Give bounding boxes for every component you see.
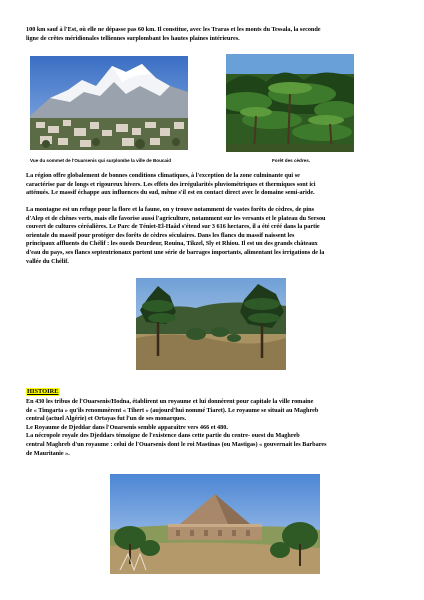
- intro-paragraph: [26, 26, 398, 43]
- text-line: d'eau du pays, ses flancs septentrionaux portent une série de barrages importants, alimentant les irrigations de la: [26, 248, 325, 256]
- text-line: La région offre globalement de bonnes conditions climatiques, à l'exception de la zone culminante qui se: [26, 172, 300, 179]
- photo-cedar-forest: [226, 54, 354, 152]
- text-line: principaux affluents du Chélif : les oueds Deurdeur, Rouina, Tikzel, Sly et Rhiou. Il est un des grands châteaux: [26, 240, 318, 248]
- text-line: orientale du massif pour protéger des forêts de cèdres séculaires. Dans les flancs du massif naissent les: [26, 231, 295, 239]
- mountain-paragraph: [26, 206, 398, 266]
- text-line: ligne de crêtes méridionales telliennes surplombant les hautes plaines intérieures.: [26, 34, 240, 42]
- text-line: de Mauritanie ».: [26, 449, 70, 457]
- text-line: Le Royaume de Djeddar dans l'Ouarsenis semble apparaître vers 466 et 480.: [26, 423, 228, 431]
- text-line: central Maghreb d'un royaume : celui de l'Ouarsenis dont le roi Mastinas (ou Mastigas) « gouvernait les Barbares: [26, 440, 327, 448]
- text-line: d'Alep et de chênes verts, mais elle favorise aussi l'agriculture, notamment sur les versants et le plateau du Sersou: [26, 214, 326, 222]
- climate-paragraph: [26, 172, 398, 198]
- photo-snowy-mountain-town: [30, 56, 188, 150]
- text-line: couvert de cultures céréalières. Le Parc de Téniet-El-Haâd s'étend sur 3 616 hectares, il a été créé dans la partie: [26, 223, 320, 231]
- text-line: La nécropole royale des Djeddars témoigne de l'existence dans cette partie du centre- ouest du Maghreb: [26, 432, 300, 440]
- photo-cedar-valley: [136, 278, 286, 370]
- text-line: 100 km sauf à l'Est, où elle ne dépasse pas 60 km. Il constitue, avec les Traras et les monts du Tessala, la seconde: [26, 26, 321, 33]
- text-line: caractérise par de longs et rigoureux hivers. Les effets des irrégularités pluviométriques et thermiques sont ici: [26, 180, 316, 188]
- text-line: En 430 les tribus de l'Ouarsenis/Hodna, établirent un royaume et lui donnèrent pour capitale la ville romaine: [26, 398, 314, 405]
- history-heading: HISTOIRE: [27, 388, 59, 395]
- caption-mountain-town: Vue du sommet de l'Ouarsenis qui surplombe la ville de Boucaid: [30, 158, 172, 163]
- text-line: de « Timgarta » qu'ils renommèrent « Tihert » (aujourd'hui nommé Tiaret). Le royaume se situait au Maghreb: [26, 406, 319, 414]
- text-line: La montagne est un refuge pour la flore et la faune, on y trouve notamment de vastes forêts de cèdres, de pins: [26, 206, 314, 213]
- text-line: vallée du Chélif.: [26, 257, 69, 265]
- photo-djeddar-tomb: [110, 474, 320, 574]
- caption-cedar-forest: Forêt des cèdres.: [272, 158, 311, 163]
- history-paragraph: [26, 398, 398, 458]
- text-line: atténués. Le massif échappe aux influences du sud, même s'il est en contact direct avec le domaine semi-aride.: [26, 189, 315, 197]
- text-line: central (actuel Algérie) et Ortayas fut l'un de ses monarques.: [26, 415, 187, 423]
